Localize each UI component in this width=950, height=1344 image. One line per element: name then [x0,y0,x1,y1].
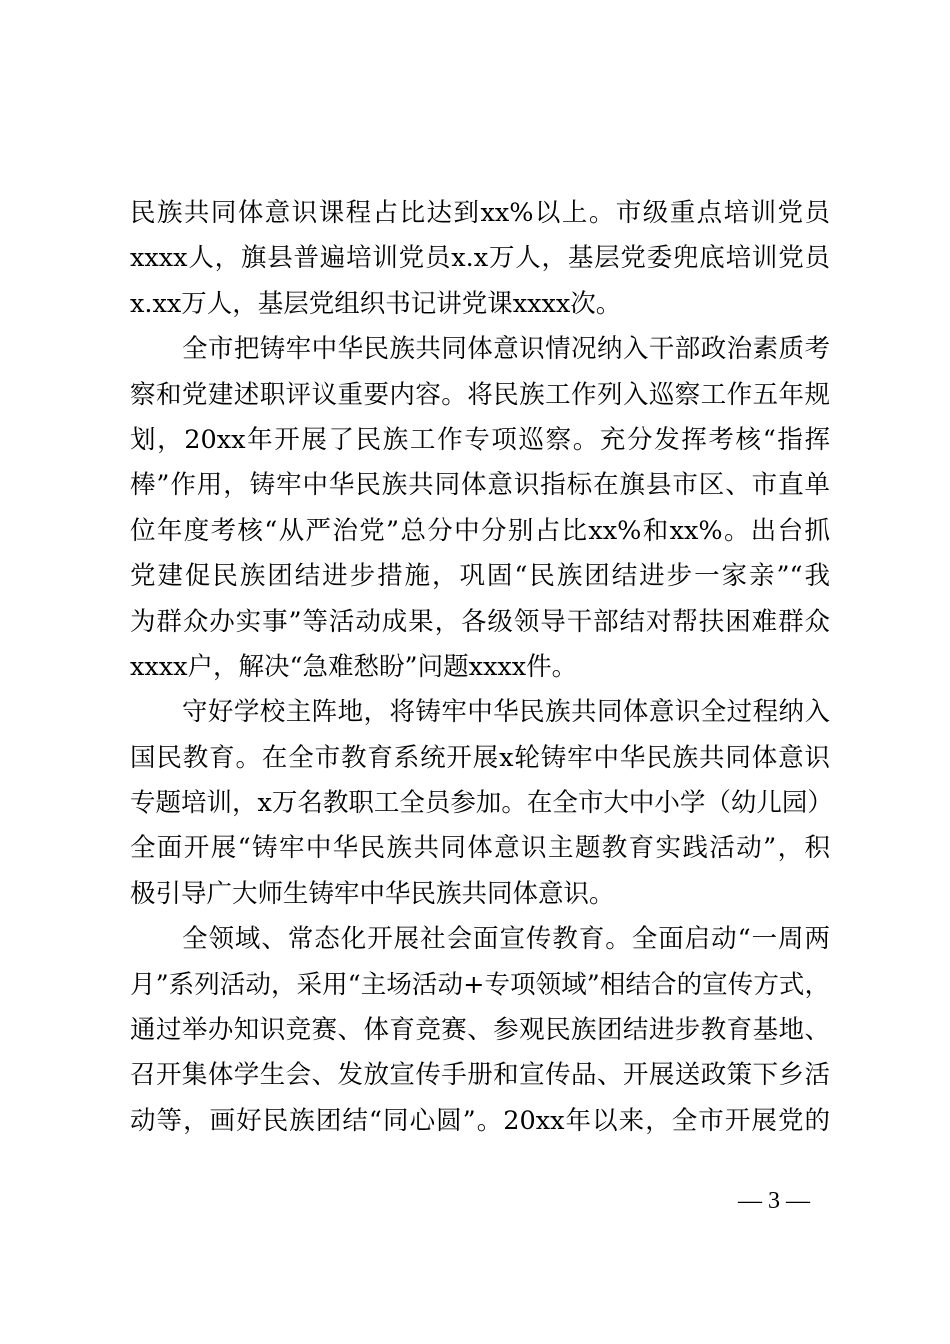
text-line: 民族共同体意识课程占比达到xx%以上。市级重点培训党员 [130,198,830,228]
text-line: 专题培训，x万名教职工全员参加。在全市大中小学（幼儿园） [130,788,833,819]
text-line: xxxx户，解决“急难愁盼”问题xxxx件。 [130,651,578,682]
text-line: 动等，画好民族团结“同心圆”。20xx年以来，全市开展党的 [130,1105,830,1136]
text-line: 全领域、常态化开展社会面宣传教育。全面启动“一周两 [182,924,830,955]
text-line: 全面开展“铸牢中华民族共同体意识主题教育实践活动”，积 [130,833,830,864]
text-line: xxxx人，旗县普遍培训党员x.x万人，基层党委兜底培训党员 [130,243,830,274]
text-line: 通过举办知识竞赛、体育竞赛、参观民族团结进步教育基地、 [130,1015,830,1046]
text-line: 棒”作用，铸牢中华民族共同体意识指标在旗县市区、市直单 [130,470,830,501]
text-line: 为群众办实事”等活动成果，各级领导干部结对帮扶困难群众 [130,606,830,637]
text-line: 极引导广大师生铸牢中华民族共同体意识。 [130,878,615,909]
text-line: 位年度考核“从严治党”总分中分别占比xx%和xx%。出台抓 [130,515,830,546]
text-line: 党建促民族团结进步措施，巩固“民族团结进步一家亲”“我 [130,561,830,592]
text-line: 召开集体学生会、发放宣传手册和宣传品、开展送政策下乡活 [130,1060,830,1091]
page-number: — 3 — [738,1188,810,1214]
text-line: 国民教育。在全市教育系统开展x轮铸牢中华民族共同体意识 [130,742,830,773]
body-text [130,191,833,1144]
text-line: x.xx万人，基层党组织书记讲党课xxxx次。 [130,288,622,319]
text-line: 察和党建述职评议重要内容。将民族工作列入巡察工作五年规 [130,379,830,410]
text-line: 守好学校主阵地，将铸牢中华民族共同体意识全过程纳入 [182,697,830,728]
text-line: 月”系列活动，采用“主场活动+专项领域”相结合的宣传方式， [130,969,830,1000]
text-line: 全市把铸牢中华民族共同体意识情况纳入干部政治素质考 [182,334,830,365]
text-line: 划，20xx年开展了民族工作专项巡察。充分发挥考核“指挥 [130,424,830,455]
